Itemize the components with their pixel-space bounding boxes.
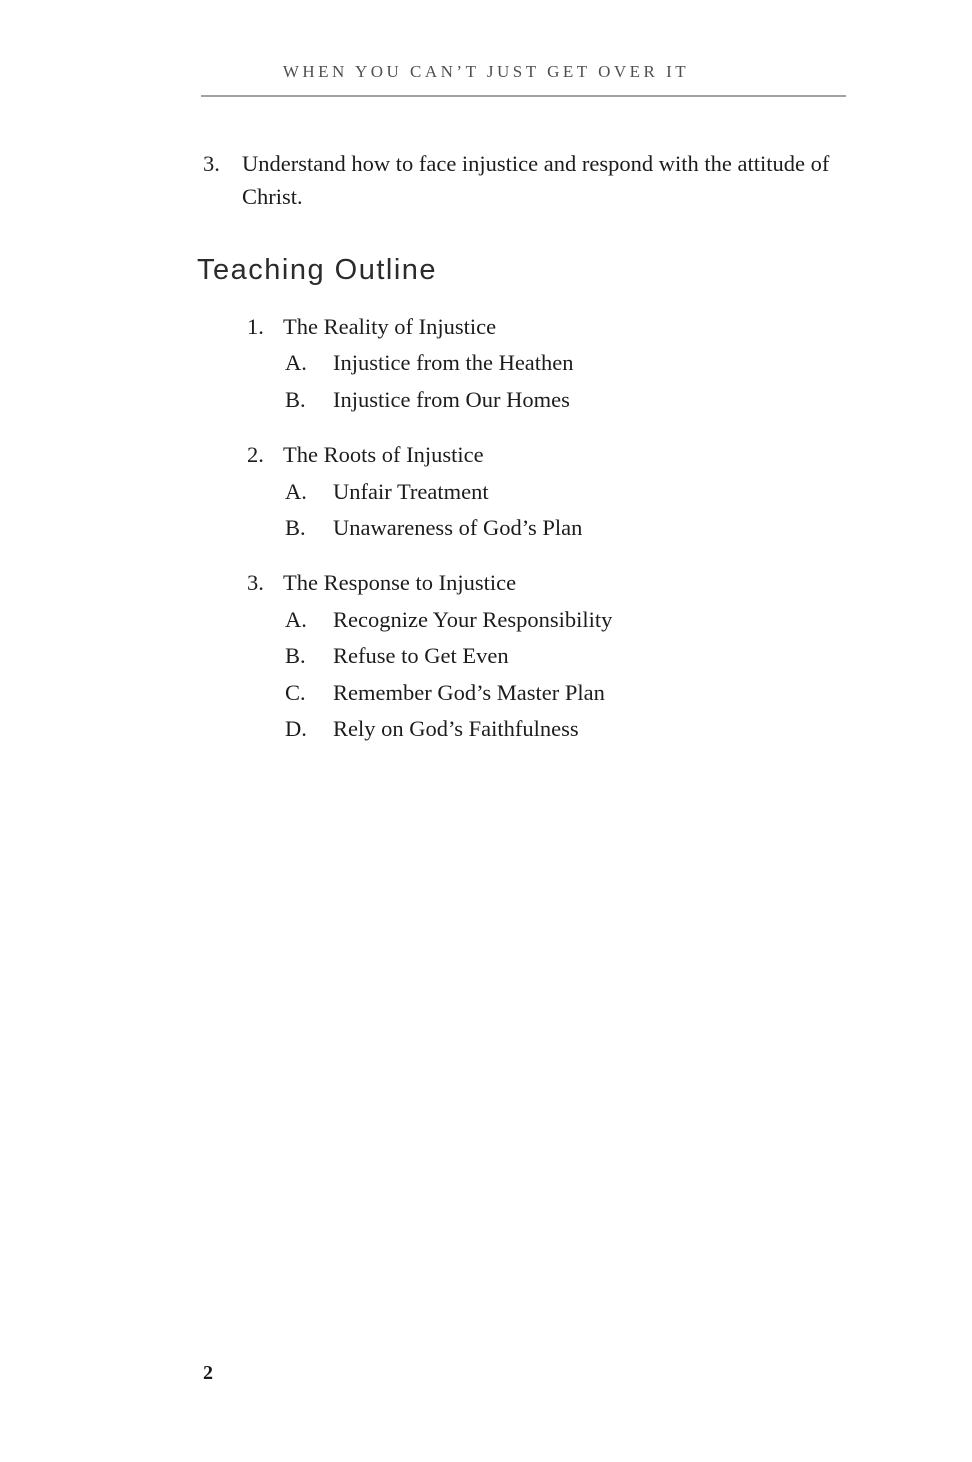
outline-subitem	[285, 638, 612, 674]
section-title-teaching-outline: Teaching Outline	[197, 254, 438, 286]
objective-item	[203, 147, 846, 213]
outline-subitem	[285, 602, 612, 638]
outline-subitem-text: Rely on God’s Faithfulness	[333, 716, 579, 742]
outline-subitem-letter: B.	[285, 515, 306, 541]
outline-group-3	[247, 565, 612, 747]
outline-subitem-text: Injustice from the Heathen	[333, 350, 574, 376]
outline-subitem-letter: B.	[285, 386, 306, 412]
outline-subitem-letter: A.	[285, 350, 307, 376]
outline-subitem-letter: D.	[285, 716, 307, 742]
outline-item-number: 1.	[247, 314, 264, 339]
outline-subitem	[285, 675, 612, 711]
outline-subitem-letter: B.	[285, 643, 306, 669]
outline-subitem-text: Injustice from Our Homes	[333, 386, 570, 412]
teaching-outline-list	[247, 309, 612, 766]
outline-item	[247, 565, 612, 601]
outline-item-number: 2.	[247, 442, 264, 468]
header-rule-divider	[201, 95, 846, 97]
outline-subitem-letter: C.	[285, 679, 306, 705]
outline-subitem-text: Recognize Your Responsibility	[333, 606, 613, 632]
outline-subitem-text: Unfair Treatment	[333, 478, 489, 504]
outline-item-title: The Roots of Injustice	[283, 442, 484, 468]
outline-subitem-text: Remember God’s Master Plan	[333, 679, 605, 705]
outline-item	[247, 309, 612, 345]
outline-subitem	[285, 382, 612, 418]
outline-item	[247, 437, 612, 473]
outline-subitem-letter: A.	[285, 606, 307, 632]
running-header-title: WHEN YOU CAN’T JUST GET OVER IT	[282, 62, 690, 81]
outline-subitem	[285, 510, 612, 546]
outline-subitem	[285, 711, 612, 747]
outline-item-title: The Reality of Injustice	[283, 314, 497, 339]
outline-subitem-text: Refuse to Get Even	[333, 643, 509, 669]
outline-item-number: 3.	[247, 570, 264, 596]
outline-group-1	[247, 309, 612, 418]
outline-subitem	[285, 345, 612, 381]
outline-subitem	[285, 474, 612, 510]
objective-number: 3.	[203, 151, 220, 176]
outline-subitem-text: Unawareness of God’s Plan	[333, 515, 583, 541]
objective-text: Understand how to face injustice and respond with the attitude of Christ.	[242, 151, 830, 209]
outline-subitem-letter: A.	[285, 478, 307, 504]
page-number: 2	[203, 1362, 213, 1384]
outline-item-title: The Response to Injustice	[283, 570, 517, 596]
outline-group-2	[247, 437, 612, 546]
